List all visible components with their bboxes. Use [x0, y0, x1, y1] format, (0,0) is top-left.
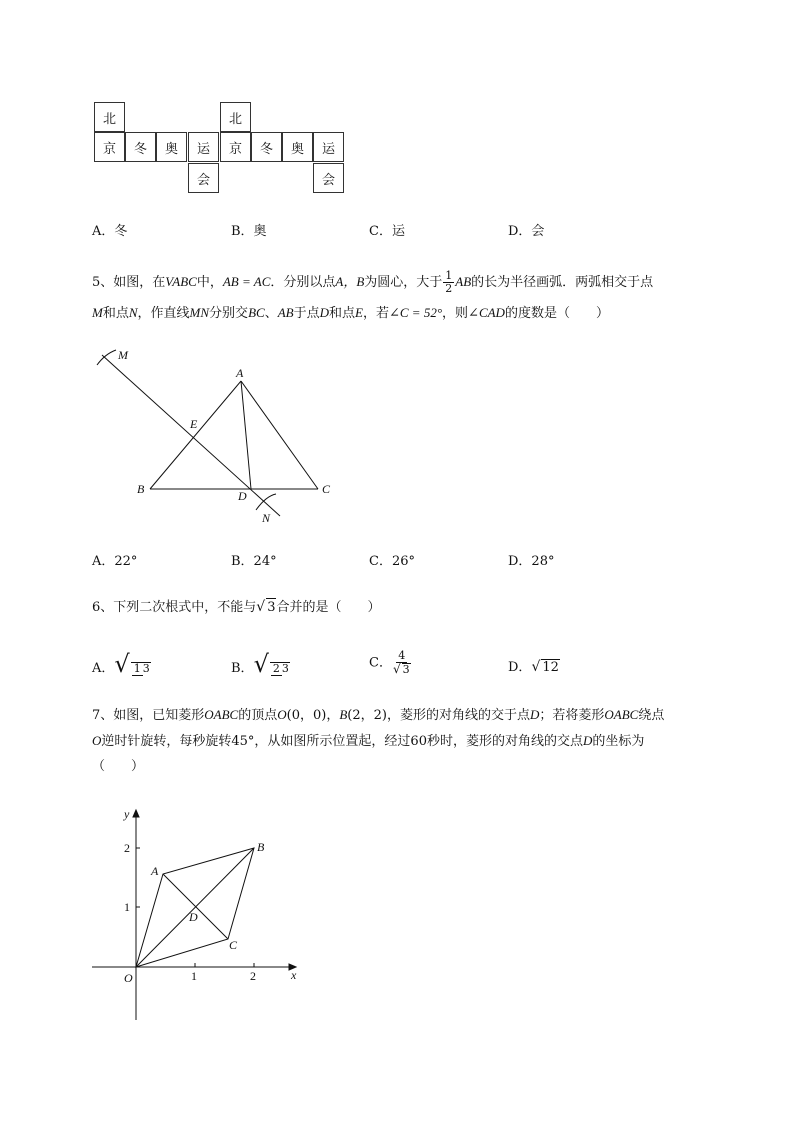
label-e: E	[190, 417, 198, 431]
radical-sign: √	[531, 659, 541, 675]
point: B	[339, 707, 348, 722]
q4-option-a: A．冬	[92, 224, 128, 239]
option-label: C．	[369, 655, 392, 671]
text: 合并的是（ ）	[276, 600, 381, 615]
net-cell: 冬	[251, 132, 282, 162]
text: 和点	[329, 306, 356, 321]
net-cell: 运	[313, 132, 344, 162]
shape-name: OABC	[204, 707, 239, 722]
text: 中，	[196, 275, 223, 290]
point: D	[530, 707, 540, 722]
q4-option-b: B．奥	[231, 224, 267, 239]
q5-option-d: D．28°	[508, 554, 555, 569]
text: ；若将菱形	[539, 708, 605, 723]
radical-sign: √	[253, 650, 269, 678]
label-c: C	[229, 938, 238, 952]
net-cell: 奥	[156, 132, 187, 162]
y-axis-arrow	[133, 810, 139, 817]
net-cell: 会	[313, 163, 344, 193]
radicand: 3	[267, 600, 276, 615]
text: 的顶点	[238, 708, 278, 723]
text: 和点	[102, 306, 129, 321]
y-tick-label: 1	[124, 900, 130, 914]
net-cell: 京	[220, 132, 251, 162]
radical-sign: √	[392, 662, 401, 676]
angle-value: C = 52°	[399, 305, 443, 320]
net-cell: 京	[94, 132, 125, 162]
radical-sign: √	[114, 650, 130, 678]
option-label: D．	[508, 660, 532, 675]
frac-num: 1	[445, 269, 453, 282]
frac-den: 2	[445, 282, 453, 295]
point: M	[92, 305, 103, 320]
label-a: A	[151, 864, 159, 878]
points: A，B	[335, 274, 365, 289]
net-cell: 冬	[125, 132, 156, 162]
angle-name: CAD	[478, 305, 505, 320]
x-axis-label: x	[291, 968, 297, 982]
q4-option-d: D．会	[508, 224, 545, 239]
net-cell: 会	[188, 163, 219, 193]
point: D	[582, 733, 593, 748]
frac-den: 3	[142, 662, 150, 675]
label-m: M	[118, 348, 128, 362]
text: 为圆心，大于	[364, 275, 443, 290]
point: N	[128, 305, 138, 320]
triangle-name: VABC	[165, 274, 197, 289]
text: 的度数是（ ）	[504, 306, 609, 321]
text: 的长为半径画弧．两弧相交于点	[471, 275, 654, 290]
x-tick-label: 1	[191, 969, 197, 983]
net-cell: 北	[94, 102, 125, 132]
text: 于点	[293, 306, 320, 321]
option-label: B．	[231, 661, 254, 676]
text: 绕点	[638, 708, 665, 723]
text: 的坐标为	[592, 734, 645, 749]
equation: AB = AC	[222, 274, 271, 289]
frac-den: 3	[281, 662, 289, 675]
text: 7、如图，已知菱形	[92, 708, 205, 723]
q4-option-c: C．运	[369, 224, 405, 239]
net-cell: 北	[220, 102, 251, 132]
point: O	[277, 707, 287, 722]
net-cell: 运	[188, 132, 219, 162]
label-n: N	[262, 511, 271, 525]
q5-option-a: A．22°	[92, 554, 138, 569]
point: D	[319, 305, 329, 320]
text: 逆时针旋转，每秒旋转45°，从如图所示位置起，经过60秒时，菱形的对角线的交点	[101, 734, 583, 749]
segment: AB	[455, 274, 472, 289]
point: E	[355, 305, 363, 320]
radicand: 12	[542, 660, 559, 675]
option-label: A．	[92, 661, 115, 676]
text: ，若∠	[362, 306, 400, 321]
q5-option-b: B．24°	[231, 554, 277, 569]
coord: (0，0)	[286, 708, 327, 723]
point: O	[92, 733, 102, 748]
q7-stem-line3: （ ）	[92, 759, 145, 774]
text: ，则∠	[442, 306, 479, 321]
radical-sign: √	[256, 599, 266, 615]
text: 、	[264, 306, 278, 321]
label-c: C	[322, 482, 331, 496]
frac-num: 2	[272, 662, 280, 675]
text: 5、如图，在	[92, 275, 166, 290]
q5-option-c: C．26°	[369, 554, 415, 569]
label-b: B	[137, 482, 145, 496]
text: ，	[326, 708, 340, 723]
radicand: 3	[402, 663, 410, 676]
text: 6、下列二次根式中，不能与	[92, 600, 257, 615]
label-b: B	[257, 840, 265, 854]
shape-name: OABC	[604, 707, 639, 722]
label-d: D	[238, 489, 247, 503]
y-axis-label: y	[124, 807, 130, 821]
frac-num: 1	[133, 662, 141, 675]
segment: AB	[277, 305, 294, 320]
label-d: D	[189, 910, 198, 924]
x-tick-label: 2	[250, 969, 256, 983]
frac-num: 4	[398, 649, 406, 662]
label-a: A	[236, 366, 244, 380]
text: ．分别以点	[270, 275, 336, 290]
text: ，菱形的对角线的交于点	[386, 708, 530, 723]
text: 分别交	[209, 306, 249, 321]
line: MN	[189, 305, 210, 320]
origin-label: O	[124, 971, 133, 985]
y-tick-label: 2	[124, 841, 130, 855]
net-cell: 奥	[282, 132, 313, 162]
coord: (2，2)	[347, 708, 387, 723]
segment: BC	[248, 305, 265, 320]
text: ，作直线	[137, 306, 190, 321]
